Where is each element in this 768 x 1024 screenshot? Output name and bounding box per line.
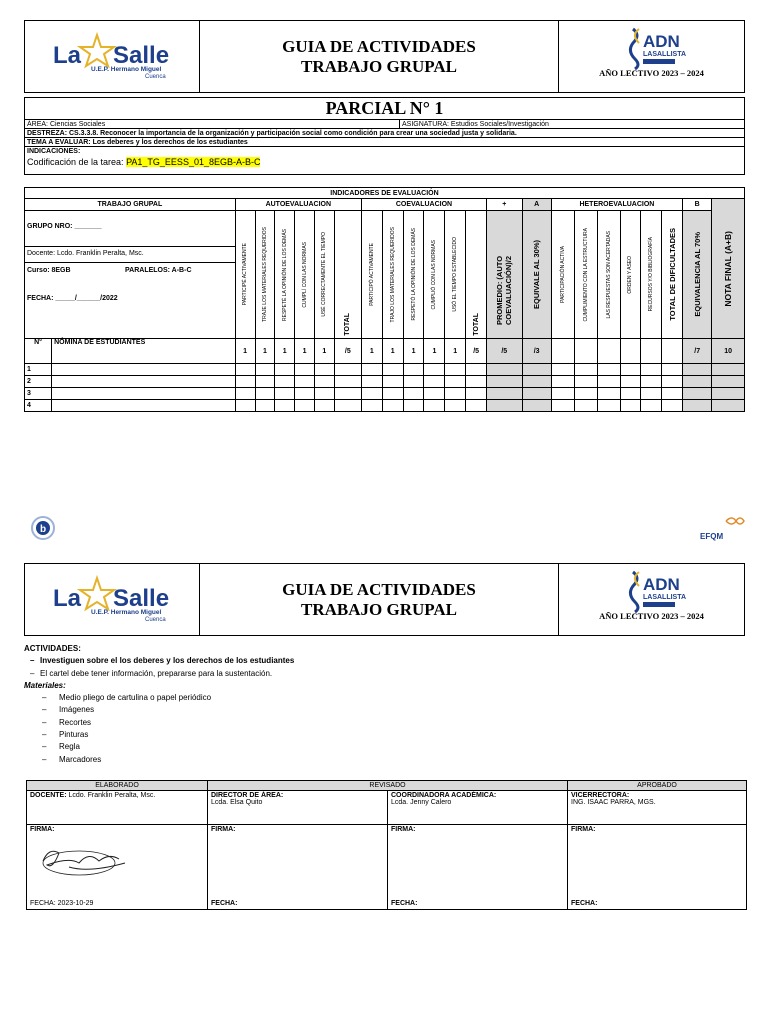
activities-label: ACTIVIDADES: bbox=[24, 644, 81, 653]
codificacion-value: PA1_TG_EESS_01_8EGB-A-B-C bbox=[126, 157, 261, 167]
auto-total: TOTAL bbox=[334, 211, 361, 339]
score-co-5: 1 bbox=[445, 339, 466, 364]
revisado-header: REVISADO bbox=[208, 781, 568, 791]
firma-label: FIRMA: bbox=[30, 826, 55, 833]
material-item: – Imágenes bbox=[24, 704, 744, 716]
row-number: 2 bbox=[25, 376, 52, 388]
parcial-title: PARCIAL N° 1 bbox=[25, 98, 745, 120]
coord-name: Lcda. Jenny Calero bbox=[391, 799, 452, 806]
trabajo-grupal-header: TRABAJO GRUPAL bbox=[25, 199, 236, 211]
efqm-swirl-icon bbox=[700, 515, 744, 527]
logo-city: Cuenca bbox=[145, 617, 166, 623]
score-auto-1: 1 bbox=[235, 339, 255, 364]
svg-text:La: La bbox=[53, 42, 82, 69]
aprobado-header: APROBADO bbox=[568, 781, 747, 791]
logo-city: Cuenca bbox=[145, 74, 166, 80]
score-co-4: 1 bbox=[424, 339, 445, 364]
equivalencia-header: EQUIVALENCIA AL 70% bbox=[683, 211, 712, 339]
co-total: TOTAL bbox=[466, 211, 487, 339]
co-col-3: RESPETÓ LA OPINIÓN DE LOS DEMÁS bbox=[403, 211, 424, 339]
school-year: AÑO LECTIVO 2023 – 2024 bbox=[599, 611, 704, 621]
svg-text:ADN: ADN bbox=[643, 575, 680, 594]
score-auto-4: 1 bbox=[295, 339, 315, 364]
score-co-2: 1 bbox=[382, 339, 403, 364]
score-auto-5: 1 bbox=[314, 339, 334, 364]
autoevaluacion-header: AUTOEVALUACION bbox=[235, 199, 361, 211]
la-salle-star-icon bbox=[53, 576, 175, 610]
material-item: – Marcadores bbox=[24, 754, 744, 766]
fecha-label: FECHA: bbox=[571, 900, 598, 907]
score-co-total: /5 bbox=[466, 339, 487, 364]
nota-final-header: NOTA FINAL (A+B) bbox=[712, 199, 745, 339]
doc-title-line1: GUIA DE ACTIVIDADES bbox=[282, 579, 476, 599]
tema-field: TEMA A EVALUAR: Los deberes y los derechos de los estudiantes bbox=[25, 138, 745, 147]
material-item: – Recortes bbox=[24, 717, 744, 729]
plus-header: + bbox=[487, 199, 522, 211]
table-row bbox=[25, 388, 745, 400]
hetero-col-4: ORDEN Y ASEO bbox=[620, 211, 641, 339]
svg-text:La: La bbox=[53, 585, 82, 612]
adn-lasallista-logo bbox=[627, 568, 687, 612]
paralelos-field: PARALELOS: A-B-C bbox=[125, 267, 192, 274]
materiales-label: Materiales: bbox=[24, 680, 66, 690]
doc-title-line2: TRABAJO GRUPAL bbox=[301, 56, 457, 76]
a-header: A bbox=[522, 199, 551, 211]
table-row bbox=[25, 400, 745, 412]
ib-logo-icon bbox=[30, 515, 56, 541]
asignatura-field: ASIGNATURA: Estudios Sociales/Investigación bbox=[400, 120, 745, 129]
co-col-5: USÓ EL TIEMPO ESTABLECIDO bbox=[445, 211, 466, 339]
n-header: N° bbox=[25, 339, 52, 364]
student-name-cell[interactable] bbox=[52, 364, 236, 376]
evaluation-table bbox=[24, 187, 745, 412]
material-item: – Medio pliego de cartulina o papel periódico bbox=[24, 692, 744, 704]
codificacion-label: Codificación de la tarea: bbox=[27, 157, 124, 167]
equivale-header: EQUIVALE AL 30%) bbox=[522, 211, 551, 339]
score-equivalencia: /7 bbox=[683, 339, 712, 364]
area-field: ÁREA: Ciencias Sociales bbox=[25, 120, 400, 129]
table-row bbox=[25, 364, 745, 376]
grupo-field: GRUPO NRO: _______ bbox=[25, 211, 235, 247]
svg-text:Salle: Salle bbox=[113, 42, 170, 69]
material-item: – Regla bbox=[24, 741, 744, 753]
score-auto-2: 1 bbox=[255, 339, 275, 364]
efqm-logo: EFQM bbox=[700, 514, 744, 540]
director-name: Lcda. Elsa Quito bbox=[211, 799, 263, 806]
svg-text:ADN: ADN bbox=[643, 32, 680, 51]
auto-col-5: USÉ CORRECTAMENTE EL TIEMPO bbox=[314, 211, 334, 339]
svg-text:Salle: Salle bbox=[113, 585, 170, 612]
firma-label: FIRMA: bbox=[391, 826, 416, 833]
la-salle-logo-2 bbox=[25, 564, 200, 635]
svg-text:LASALLISTA: LASALLISTA bbox=[643, 594, 687, 601]
promedio-header: PROMEDIO: (AUTO COEVALUACIÓN)/2 bbox=[487, 211, 522, 339]
vice-name: ING. ISAAC PARRA, MGS. bbox=[571, 799, 656, 806]
score-final: 10 bbox=[712, 339, 745, 364]
docente-name: Lcdo. Franklin Peralta, Msc. bbox=[68, 792, 156, 799]
table-row bbox=[25, 376, 745, 388]
firma-label: FIRMA: bbox=[211, 826, 236, 833]
total-dificultades-header: TOTAL DE DIFICULTADES bbox=[662, 211, 683, 339]
activities-section bbox=[24, 643, 744, 766]
destreza-field: DESTREZA: CS.3.3.8. Reconocer la importancia de la organización y participación social como condición para crear una sociedad justa y solidaria. bbox=[25, 129, 745, 138]
score-promedio: /5 bbox=[487, 339, 522, 364]
school-year: AÑO LECTIVO 2023 – 2024 bbox=[599, 68, 704, 78]
signatures-table bbox=[26, 780, 747, 910]
handwritten-signature bbox=[39, 843, 129, 877]
document-header-2 bbox=[24, 563, 745, 636]
la-salle-logo bbox=[25, 21, 200, 92]
score-co-3: 1 bbox=[403, 339, 424, 364]
b-header: B bbox=[683, 199, 712, 211]
row-number: 3 bbox=[25, 388, 52, 400]
indicadores-title: INDICADORES DE EVALUACIÓN bbox=[25, 188, 745, 199]
auto-col-2: TRAJE LOS MATERIALES REQUERIDOS bbox=[255, 211, 275, 339]
co-col-1: PARTICIPÓ ACTIVAMENTE bbox=[361, 211, 382, 339]
indicaciones-label: INDICACIONES: bbox=[27, 148, 81, 155]
document-header-1 bbox=[24, 20, 745, 93]
co-col-2: TRAJO LOS MATERIALES REQUERIDOS bbox=[382, 211, 403, 339]
svg-text:b: b bbox=[40, 524, 47, 535]
auto-col-3: RESPETÉ LA OPINIÓN DE LOS DEMÁS bbox=[275, 211, 295, 339]
firma-label: FIRMA: bbox=[571, 826, 596, 833]
fecha-label: FECHA: bbox=[391, 900, 418, 907]
row-number: 4 bbox=[25, 400, 52, 412]
material-item: – Pinturas bbox=[24, 729, 744, 741]
activity-item: – Investiguen sobre el los deberes y los derechos de los estudiantes bbox=[24, 655, 744, 667]
coevaluacion-header: COEVALUACION bbox=[361, 199, 486, 211]
score-auto-3: 1 bbox=[275, 339, 295, 364]
score-auto-total: /5 bbox=[334, 339, 361, 364]
la-salle-star-icon bbox=[53, 33, 175, 67]
co-col-4: CUMPLIÓ CON LAS NORMAS bbox=[424, 211, 445, 339]
vice-label: VICERRECTORA: bbox=[571, 792, 630, 799]
hetero-col-5: RECURSOS Y/O BIBLIOGRAFÍA bbox=[641, 211, 662, 339]
director-label: DIRECTOR DE ÁREA: bbox=[211, 792, 284, 799]
student-name-cell[interactable] bbox=[52, 400, 236, 412]
logo-subtitle: U.E.P. Hermano Miguel bbox=[91, 609, 162, 616]
adn-lasallista-logo bbox=[627, 25, 687, 69]
doc-title-line2: TRABAJO GRUPAL bbox=[301, 599, 457, 619]
hetero-col-1: PARTICIPACIÓN ACTIVA bbox=[551, 211, 574, 339]
student-name-cell[interactable] bbox=[52, 388, 236, 400]
doc-title-line1: GUIA DE ACTIVIDADES bbox=[282, 36, 476, 56]
logo-subtitle: U.E.P. Hermano Miguel bbox=[91, 66, 162, 73]
fecha-field: FECHA: _____/______/2022 bbox=[27, 295, 118, 302]
fecha-docente: FECHA: 2023-10-29 bbox=[30, 900, 94, 907]
elaborado-header: ELABORADO bbox=[27, 781, 208, 791]
hetero-col-2: CUMPLIMIENTO CON LA ESTRUCTURA bbox=[574, 211, 597, 339]
docente-label: DOCENTE: bbox=[30, 792, 67, 799]
parcial-info-table bbox=[24, 97, 745, 175]
docente-field: Docente: Lcdo. Franklin Peralta, Msc. bbox=[25, 247, 235, 263]
row-number: 1 bbox=[25, 364, 52, 376]
student-name-cell[interactable] bbox=[52, 376, 236, 388]
score-equivale: /3 bbox=[522, 339, 551, 364]
heteroevaluacion-header: HETEROEVALUACION bbox=[551, 199, 682, 211]
fecha-label: FECHA: bbox=[211, 900, 238, 907]
nomina-header: NÓMINA DE ESTUDIANTES bbox=[52, 339, 236, 364]
auto-col-4: CUMPLÍ CON LAS NORMAS bbox=[295, 211, 315, 339]
auto-col-1: PARTICIPÉ ACTIVAMENTE bbox=[235, 211, 255, 339]
curso-field: Curso: 8EGB bbox=[27, 267, 71, 274]
coord-label: COORDINADORA ACADÉMICA: bbox=[391, 792, 497, 799]
svg-text:LASALLISTA: LASALLISTA bbox=[643, 51, 687, 58]
hetero-col-3: LAS RESPUESTAS SON ACERTADAS bbox=[597, 211, 620, 339]
activity-item: – El cartel debe tener información, prepararse para la sustentación. bbox=[24, 668, 744, 680]
score-co-1: 1 bbox=[361, 339, 382, 364]
